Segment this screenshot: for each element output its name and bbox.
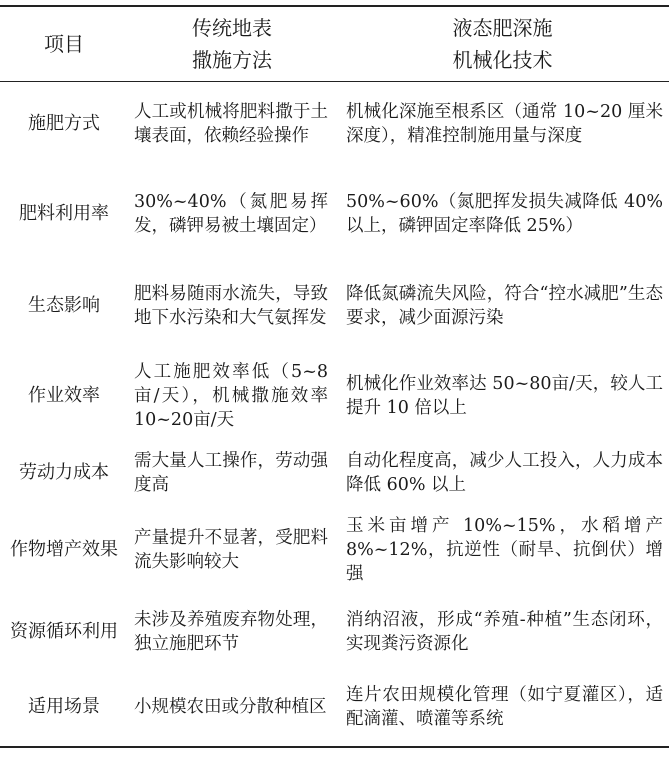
row-mechanized-cell: 连片农田规模化管理（如宁夏灌区），适配滴灌、喷灌等系统 [346, 685, 663, 729]
row-mechanized-cell: 自动化程度高，减少人工投入，人力成本降低 60% 以上 [346, 450, 663, 495]
row-mechanized-cell: 50%~60%（氮肥挥发损失减降低 40% 以上，磷钾固定率降低 25%） [346, 191, 663, 236]
row-mechanized-cell: 玉米亩增产 10%~15%，水稻增产 8%~12%，抗逆性（耐旱、抗倒伏）增强 [346, 515, 663, 584]
row-traditional-cell: 未涉及养殖废弃物处理，独立施肥环节 [134, 609, 328, 654]
table-row [0, 441, 669, 505]
row-mechanized-cell: 消纳沼液，形成“养殖-种植”生态闭环，实现粪污资源化 [346, 609, 663, 654]
row-mechanized-cell: 机械化深施至根系区（通常 10~20 厘米深度），精准控制施用量与深度 [346, 102, 663, 147]
table-row [0, 167, 669, 261]
row-item-label: 劳动力成本 [19, 461, 109, 483]
row-traditional-cell: 产量提升不显著，受肥料流失影响较大 [134, 527, 328, 572]
header-traditional [128, 6, 336, 82]
row-mechanized-cell: 机械化作业效率达 50~80亩/天，较人工提升 10 倍以上 [346, 373, 663, 418]
table-row [0, 505, 669, 595]
row-traditional-cell: 30%~40%（氮肥易挥发，磷钾易被土壤固定） [134, 191, 328, 236]
table-row [0, 669, 669, 747]
table-header-row [0, 6, 669, 82]
row-item-label: 施肥方式 [28, 113, 100, 135]
row-traditional-cell: 需大量人工操作，劳动强度高 [134, 450, 328, 495]
header-traditional-line2: 撒施方法 [192, 48, 272, 72]
row-traditional-cell: 小规模农田或分散种植区 [134, 697, 327, 717]
row-traditional-cell: 人工或机械将肥料撒于土壤表面，依赖经验操作 [134, 102, 328, 147]
row-traditional-cell: 人工施肥效率低（5~8亩/天），机械撒施效率 10~20亩/天 [134, 361, 328, 430]
header-item [0, 6, 128, 82]
row-item-label: 生态影响 [28, 294, 100, 316]
row-item-label: 资源循环利用 [10, 620, 118, 642]
row-item-label: 作物增产效果 [10, 538, 118, 560]
header-item-label: 项目 [44, 32, 84, 56]
table-row [0, 82, 669, 167]
header-traditional-line1: 传统地表 [192, 16, 272, 40]
row-item-label: 适用场景 [28, 696, 100, 717]
table-row [0, 595, 669, 669]
row-item-label: 肥料利用率 [19, 202, 109, 224]
row-traditional-cell: 肥料易随雨水流失，导致地下水污染和大气氨挥发 [134, 283, 328, 328]
header-mechanized-line2: 机械化技术 [452, 48, 553, 72]
comparison-table [0, 5, 669, 748]
header-mechanized [336, 6, 669, 82]
table-row [0, 351, 669, 441]
row-item-label: 作业效率 [28, 384, 100, 406]
table-row [0, 261, 669, 351]
row-mechanized-cell: 降低氮磷流失风险，符合“控水减肥”生态要求，减少面源污染 [346, 283, 663, 328]
header-mechanized-line1: 液态肥深施 [452, 16, 553, 40]
